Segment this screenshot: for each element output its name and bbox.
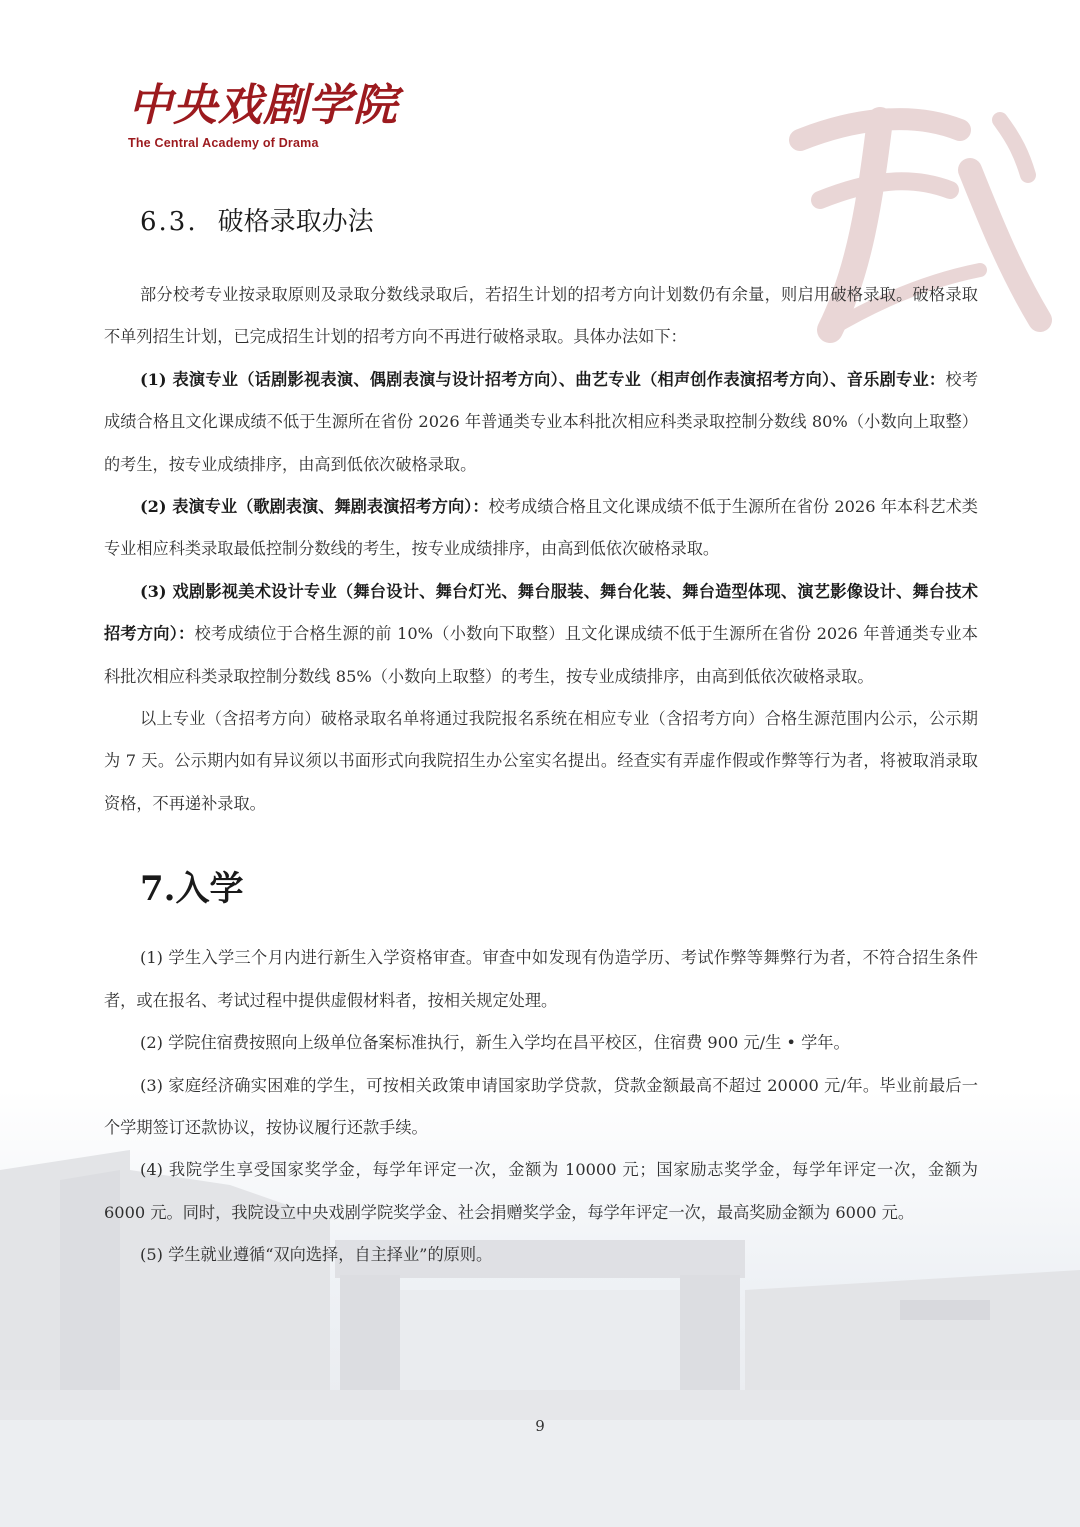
- section-intro-paragraph: 部分校考专业按录取原则及录取分数线录取后，若招生计划的招考方向计划数仍有余量，则启用破格录取。破格录取不单列招生计划，已完成招生计划的招考方向不再进行破格录取。具体办法如下：: [104, 285, 978, 347]
- page-number: 9: [535, 1417, 545, 1435]
- enrollment-item-2: (2) 学院住宿费按照向上级单位备案标准执行，新生入学均在昌平校区，住宿费 900 元/生 • 学年。: [140, 1033, 850, 1053]
- rule-text: 校考成绩合格且文化课成绩不低于生源所在省份 2026 年本科艺术类专业相应科类录取最低控制分数线的考生，按专业成绩排序，由高到低依次破格录取。: [104, 497, 978, 559]
- enrollment-item-3: (3) 家庭经济确实困难的学生，可按相关政策申请国家助学贷款，贷款金额最高不超过 20000 元/年。毕业前最后一个学期签订还款协议，按协议履行还款手续。: [104, 1075, 978, 1137]
- rule-text: 校考成绩合格且文化课成绩不低于生源所在省份 2026 年普通类专业本科批次相应科类录取控制分数线 80%（小数向上取整）的考生，按专业成绩排序，由高到低依次破格录取。: [104, 369, 979, 474]
- logo-english-name: The Central Academy of Drama: [128, 136, 319, 150]
- rule-label: (1) 表演专业（话剧影视表演、偶剧表演与设计招考方向）、曲艺专业（相声创作表演招考方向）、音乐剧专业：: [140, 369, 946, 389]
- admission-rule-item-1: [104, 359, 978, 486]
- enrollment-item-4: (4) 我院学生享受国家奖学金，每学年评定一次，金额为 10000 元；国家励志奖学金，每学年评定一次，金额为 6000 元。同时，我院设立中央戏剧学院奖学金、社会捐赠奖学金，每学年评定一次，最高奖励金额为 6000 元。: [104, 1160, 978, 1222]
- section-number: 6.3.: [140, 207, 198, 237]
- admission-rule-item-3: [104, 571, 978, 698]
- chapter-title: 入学: [175, 869, 244, 910]
- rule-label: (2) 表演专业（歌剧表演、舞剧表演招考方向）：: [140, 497, 489, 517]
- chapter-heading-7: [104, 859, 978, 919]
- rule-label: (3) 戏剧影视美术设计专业（舞台设计、舞台灯光、舞台服装、舞台化装、舞台造型体现、演艺影像设计、舞台技术招考方向）：: [104, 581, 978, 644]
- rule-text: 校考成绩位于合格生源的前 10%（小数向下取整）且文化课成绩不低于生源所在省份 2026 年普通类专业本科批次相应科类录取控制分数线 85%（小数向上取整）的考生，按专业成绩排序，由高到低依次破格录取。: [104, 624, 978, 686]
- enrollment-item-1: (1) 学生入学三个月内进行新生入学资格审查。审查中如发现有伪造学历、考试作弊等舞弊行为者，不符合招生条件者，或在报名、考试过程中提供虚假材料者，按相关规定处理。: [104, 948, 978, 1010]
- section-closing-paragraph: 以上专业（含招考方向）破格录取名单将通过我院报名系统在相应专业（含招考方向）合格生源范围内公示，公示期为 7 天。公示期内如有异议须以书面形式向我院招生办公室实名提出。经查实有弄虚作假或作弊等行为者，将被取消录取资格，不再递补录取。: [104, 709, 978, 813]
- logo-chinese-name: 中央戏剧学院: [128, 80, 398, 131]
- document-body: [104, 196, 978, 1277]
- section-heading-6-3: [104, 196, 978, 248]
- admission-rule-item-2: [104, 486, 978, 571]
- enrollment-item-5: (5) 学生就业遵循“双向选择，自主择业”的原则。: [140, 1245, 493, 1265]
- section-title: 破格录取办法: [217, 207, 374, 237]
- institution-logo: [128, 78, 398, 150]
- chapter-number: 7.: [140, 869, 176, 910]
